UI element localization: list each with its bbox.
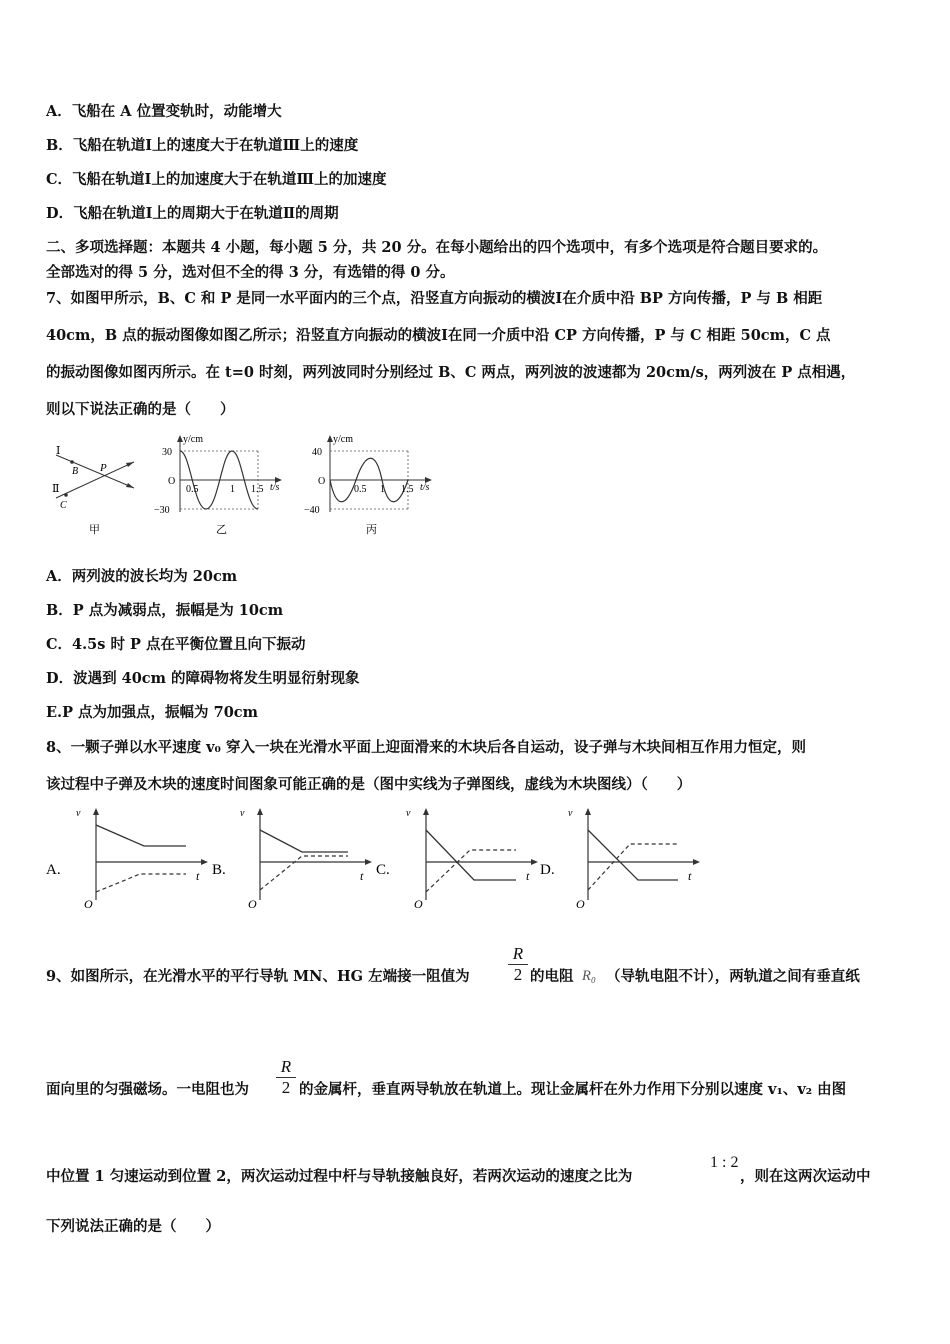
q8-graph-a-label: A. <box>46 862 61 878</box>
q8-graph-t-label: t <box>360 869 364 883</box>
q9-fraction-r-over-2 <box>508 944 528 985</box>
q8-graphs <box>40 800 720 915</box>
q7-stem-line1: 7、如图甲所示，B、C 和 P 是同一水平面内的三个点，沿竖直方向振动的横波Ⅰ在介质中沿 BP 方向传播，P 与 B 相距 <box>46 290 823 307</box>
q9-stem-line3b: ，则在这两次运动中 <box>740 1168 871 1185</box>
q8-graph-v-label: v <box>406 808 411 819</box>
fig-bing-caption: 丙 <box>366 524 377 536</box>
q6-option-d: D．飞船在轨道Ⅰ上的周期大于在轨道Ⅱ的周期 <box>46 205 339 222</box>
q7-stem-line3: 的振动图像如图丙所示。在 t=0 时刻，两列波同时分别经过 B、C 两点，两列波的波速都为 20cm/s，两列波在 P 点相遇， <box>46 364 856 381</box>
fig-bing-tick: 0.5 <box>354 484 367 495</box>
section2-heading: 二、多项选择题：本题共 4 小题，每小题 5 分，共 20 分。在每小题给出的四个选项中，有多个选项是符合题目要求的。 <box>46 239 828 256</box>
q7-option-a: A．两列波的波长均为 20cm <box>46 568 238 585</box>
q8-graph-d-label: D. <box>540 862 555 878</box>
q9-speed-ratio: 1 : 2 <box>710 1154 739 1171</box>
q9-fraction-r-over-2 <box>276 1057 296 1098</box>
fig-yi-ylabel: y/cm <box>183 434 203 445</box>
q9-r0-symbol: R₀ <box>582 968 596 984</box>
q7-option-e: E.P 点为加强点，振幅为 70cm <box>46 704 258 721</box>
fig-jia-label-b: B <box>72 466 79 477</box>
fig-bing-xlabel: t/s <box>420 482 430 493</box>
q8-graph-t-label: t <box>526 869 530 883</box>
q9-stem-line2b: 的金属杆，垂直两导轨放在轨道上。现让金属杆在外力作用下分别以速度 v₁、v₂ 由图 <box>299 1081 847 1098</box>
q9-stem-line4: 下列说法正确的是（ ） <box>46 1218 220 1235</box>
q8-graph-v-label: v <box>76 808 81 819</box>
fig-yi-tick: 0.5 <box>186 484 199 495</box>
fig-yi-xlabel: t/s <box>270 482 280 493</box>
fig-bing-tick: 1 <box>380 484 385 495</box>
q8-graph-v-label: v <box>240 808 245 819</box>
q7-figure-bing <box>300 430 440 540</box>
fig-bing-ylabel: y/cm <box>333 434 353 445</box>
q8-stem-line2: 该过程中子弹及木块的速度时间图象可能正确的是（图中实线为子弹图线，虚线为木块图线）（ ） <box>46 776 692 793</box>
q8-graph-t-label: t <box>196 869 200 883</box>
q9-stem-line1a: 9、如图所示，在光滑水平的平行导轨 MN、HG 左端接一阻值为 <box>46 968 470 985</box>
q8-graph-v-label: v <box>568 808 573 819</box>
q9-stem-line1b: 的电阻 <box>530 968 574 985</box>
q7-option-b: B．P 点为减弱点，振幅是为 10cm <box>46 602 284 619</box>
fig-jia-caption: 甲 <box>89 524 100 536</box>
fig-jia-label-ii: Ⅱ <box>52 483 60 495</box>
fig-bing-ymin: −40 <box>304 505 320 516</box>
fraction-numerator: R <box>512 944 524 963</box>
fig-jia-label-c: C <box>60 500 67 511</box>
q7-option-d: D．波遇到 40cm 的障碍物将发生明显衍射现象 <box>46 670 360 687</box>
fig-yi-tick: 1.5 <box>251 484 264 495</box>
q7-figure-jia <box>44 440 144 540</box>
fig-yi-caption: 乙 <box>216 524 227 536</box>
fig-bing-ymax: 40 <box>312 447 322 458</box>
q9-stem-line3a: 中位置 1 匀速运动到位置 2，两次运动过程中杆与导轨接触良好，若两次运动的速度之比为 <box>46 1168 633 1185</box>
q8-stem-line1: 8、一颗子弹以水平速度 v₀ 穿入一块在光滑水平面上迎面滑来的木块后各自运动，设子弹与木块间相互作用力恒定，则 <box>46 739 806 756</box>
q6-option-a: A．飞船在 A 位置变轨时，动能增大 <box>46 103 282 120</box>
q7-stem-line4: 则以下说法正确的是（ ） <box>46 401 235 418</box>
q8-graph-c-label: C. <box>376 862 390 878</box>
q8-graph-b-label: B. <box>212 862 226 878</box>
section2-scoring: 全部选对的得 5 分，选对但不全的得 3 分，有选错的得 0 分。 <box>46 264 455 281</box>
fig-yi-ymin: −30 <box>154 505 170 516</box>
fig-yi-tick: 1 <box>230 484 235 495</box>
q8-graph-o-label: O <box>576 897 585 911</box>
q8-graph-t-label: t <box>688 869 692 883</box>
q7-figure-yi <box>150 430 290 540</box>
fig-jia-label-p: P <box>100 462 107 474</box>
q8-graph-o-label: O <box>248 897 257 911</box>
q7-stem-line2: 40cm，B 点的振动图像如图乙所示；沿竖直方向振动的横波Ⅰ在同一介质中沿 CP 方向传播，P 与 C 相距 50cm，C 点 <box>46 327 831 344</box>
q8-graph-o-label: O <box>414 897 423 911</box>
fraction-denominator: 2 <box>276 1077 296 1098</box>
q9-stem-line2a: 面向里的匀强磁场。一电阻也为 <box>46 1081 249 1098</box>
fraction-numerator: R <box>280 1057 292 1076</box>
q8-graph-o-label: O <box>84 897 93 911</box>
q6-option-c: C．飞船在轨道Ⅰ上的加速度大于在轨道Ⅲ上的加速度 <box>46 171 387 188</box>
fig-jia-label-i: Ⅰ <box>56 445 61 457</box>
q6-option-b: B．飞船在轨道Ⅰ上的速度大于在轨道Ⅲ上的速度 <box>46 137 359 154</box>
q9-stem-line1c: （导轨电阻不计），两轨道之间有垂直纸 <box>606 968 860 985</box>
fig-yi-ymax: 30 <box>162 447 172 458</box>
q7-option-c: C．4.5s 时 P 点在平衡位置且向下振动 <box>46 636 306 653</box>
fig-bing-tick: 1.5 <box>401 484 414 495</box>
fig-yi-origin: O <box>168 476 176 487</box>
fig-bing-origin: O <box>318 476 326 487</box>
fraction-denominator: 2 <box>508 964 528 985</box>
